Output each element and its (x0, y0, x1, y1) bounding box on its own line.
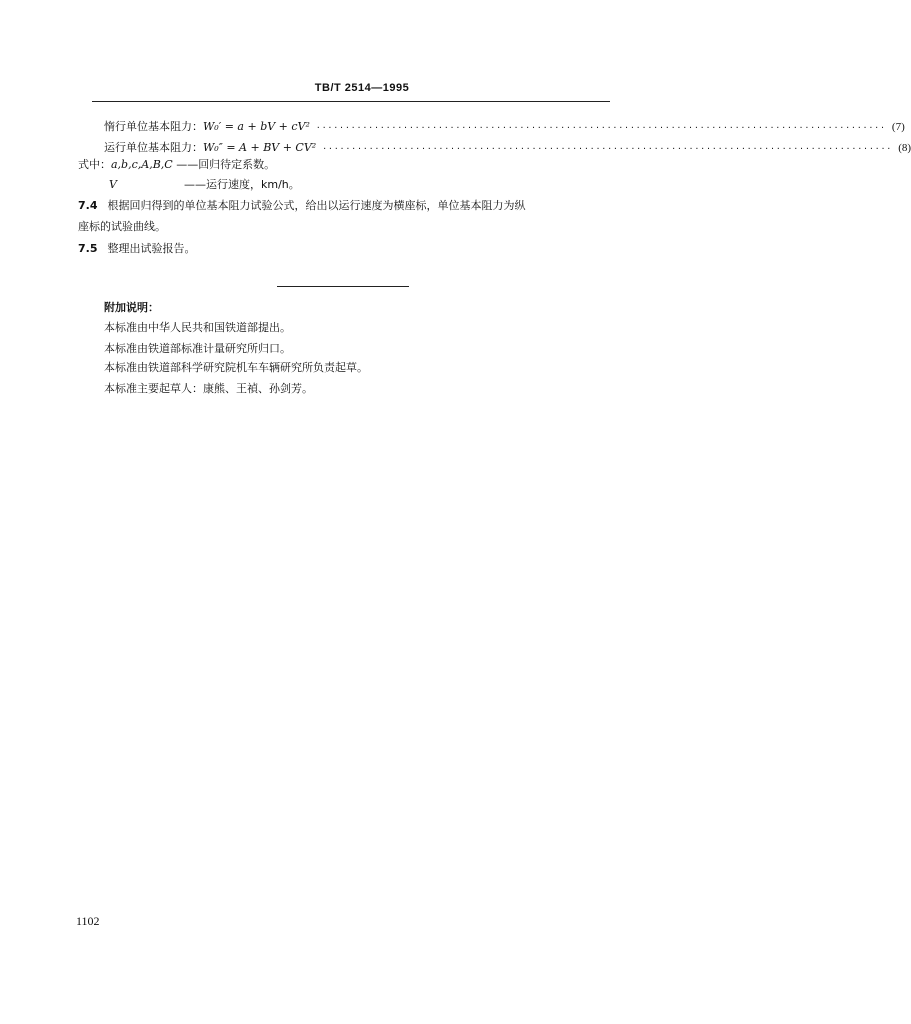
where-speed-desc: ——运行速度，km/h。 (184, 178, 300, 191)
notes-line-4: 本标准主要起草人：康熊、王禎、孙剑芳。 (104, 382, 313, 395)
equation-7-number: (7) (891, 121, 905, 133)
equation-8-label: 运行单位基本阻力： (104, 141, 203, 154)
section-7-5-line (78, 242, 196, 256)
section-separator-rule (277, 286, 409, 287)
where-coefficients-desc: ——回归待定系数。 (176, 158, 276, 171)
section-7-4-text-line-1: 根据回归得到的单位基本阻力试验公式，给出以运行速度为横座标，单位基本阻力为纵 (107, 199, 526, 212)
equation-8-formula: W₀″ = A + BV + CV² (203, 141, 317, 154)
notes-line-3: 本标准由铁道部科学研究院机车车辆研究所负责起草。 (104, 361, 368, 374)
equation-8-leader-dots: ·································································································· (322, 144, 893, 153)
where-coefficients: a,b,c,A,B,C (111, 158, 173, 171)
equation-7-formula: W₀′ = a + bV + cV² (203, 120, 310, 133)
notes-line-2: 本标准由铁道部标准计量研究所归口。 (104, 342, 291, 355)
equation-7-leader-dots: ·································································································· (315, 123, 886, 132)
section-7-4-line-1 (78, 199, 526, 213)
standard-code-header: TB/T 2514—1995 (314, 82, 410, 94)
notes-title: 附加说明： (104, 301, 159, 314)
header-rule (92, 101, 610, 102)
where-speed-symbol: V (109, 178, 117, 191)
page-number: 1102 (76, 914, 100, 928)
equation-8-row (104, 139, 911, 155)
notes-line-1: 本标准由中华人民共和国铁道部提出。 (104, 321, 291, 334)
section-7-4-number: 7.4 (78, 199, 98, 212)
equation-7-label: 惰行单位基本阻力： (104, 120, 203, 133)
equation-8-number: (8) (898, 142, 911, 154)
where-coefficients-line (78, 158, 275, 172)
equation-7-row (104, 118, 905, 134)
section-7-5-text: 整理出试验报告。 (107, 242, 196, 255)
section-7-5-number: 7.5 (78, 242, 98, 255)
section-7-4-text-line-2: 座标的试验曲线。 (78, 220, 166, 233)
where-intro: 式中： (78, 158, 111, 171)
